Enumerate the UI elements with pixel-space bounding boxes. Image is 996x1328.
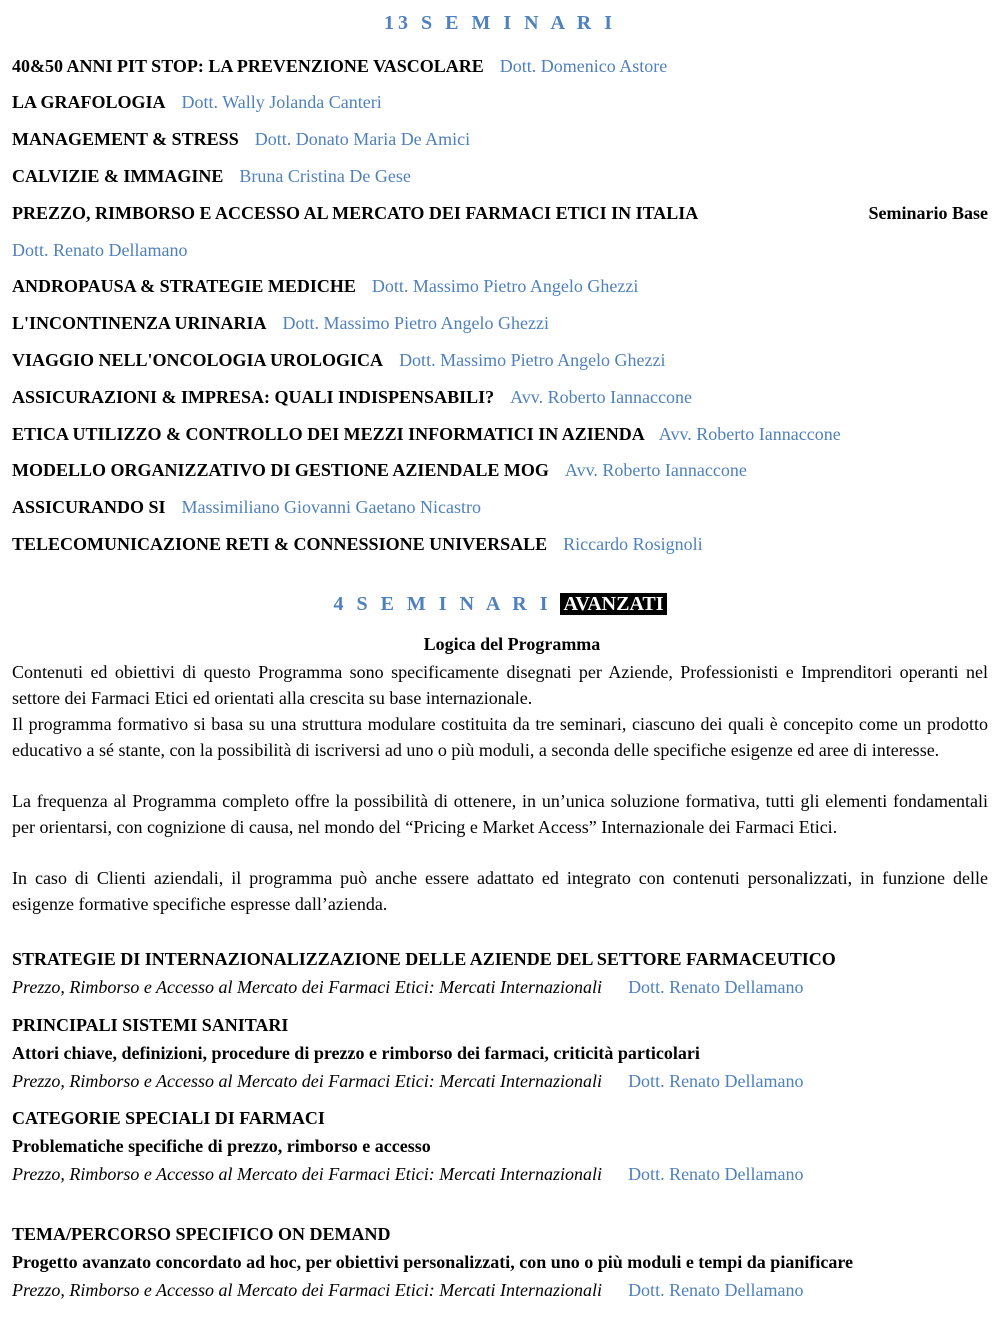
section-title-seminari: 13 S E M I N A R I — [383, 12, 617, 34]
module-heading: CATEGORIE SPECIALI DI FARMACI — [12, 1108, 325, 1128]
logic-title: Logica del Programma — [423, 634, 601, 654]
module-subtitle: Attori chiave, definizioni, procedure di prezzo e rimborso dei farmaci, criticità particolari — [12, 1043, 700, 1063]
module-subtitle: Progetto avanzato concordato ad hoc, per obiettivi personalizzati, con uno o più moduli e tempi da pianificare — [12, 1252, 853, 1272]
seminar-author: Dott. Massimo Pietro Angelo Ghezzi — [399, 350, 666, 370]
seminar-row — [12, 54, 988, 78]
seminar-title: ETICA UTILIZZO & CONTROLLO DEI MEZZI INFORMATICI IN AZIENDA — [12, 424, 645, 444]
seminar-row — [12, 532, 988, 556]
section-title-avanzati — [12, 593, 988, 616]
seminar-row — [12, 164, 988, 188]
module-heading: STRATEGIE DI INTERNAZIONALIZZAZIONE DELLE AZIENDE DEL SETTORE FARMACEUTICO — [12, 949, 836, 969]
seminar-title: 40&50 ANNI PIT STOP: LA PREVENZIONE VASCOLARE — [12, 56, 484, 76]
seminar-title: ASSICURAZIONI & IMPRESA: QUALI INDISPENSABILI? — [12, 387, 495, 407]
module-course: Prezzo, Rimborso e Accesso al Mercato dei Farmaci Etici: Mercati Internazionali — [12, 1164, 603, 1184]
avanzati-badge: AVANZATI — [560, 593, 666, 615]
advanced-module — [12, 1104, 988, 1188]
seminar-row — [12, 127, 988, 151]
seminar-title: LA GRAFOLOGIA — [12, 92, 166, 112]
seminar-row — [12, 422, 988, 446]
seminar-title: TELECOMUNICAZIONE RETI & CONNESSIONE UNIVERSALE — [12, 534, 548, 554]
seminar-author: Massimiliano Giovanni Gaetano Nicastro — [181, 497, 481, 517]
seminar-author: Dott. Wally Jolanda Canteri — [181, 92, 382, 112]
seminar-author: Dott. Donato Maria De Amici — [254, 129, 471, 149]
seminar-row — [12, 495, 988, 519]
paragraph: La frequenza al Programma completo offre la possibilità di ottenere, in un’unica soluzione formativa, tutti gli elementi fondamentali per orientarsi, con cognizione di causa, nel mondo del “Pricing e Market Access” Internazionale dei Farmaci Etici. — [12, 791, 988, 837]
seminar-author: Avv. Roberto Iannaccone — [564, 460, 747, 480]
module-author: Dott. Renato Dellamano — [628, 1280, 804, 1300]
module-author: Dott. Renato Dellamano — [628, 1071, 804, 1091]
seminar-author: Dott. Renato Dellamano — [12, 240, 188, 260]
module-heading: PRINCIPALI SISTEMI SANITARI — [12, 1015, 289, 1035]
module-heading: TEMA/PERCORSO SPECIFICO ON DEMAND — [12, 1224, 391, 1244]
seminar-author: Avv. Roberto Iannaccone — [510, 387, 693, 407]
seminar-row — [12, 311, 988, 335]
paragraph: Il programma formativo si basa su una struttura modulare costituita da tre seminari, ciascuno dei quali è concepito come un prodotto educativo a sé stante, con la possibilità di iscriversi ad uno o più moduli, a seconda delle specifiche esigenze ed aree di interesse. — [12, 714, 988, 760]
seminar-title: MANAGEMENT & STRESS — [12, 129, 239, 149]
advanced-module — [12, 1011, 988, 1095]
module-author: Dott. Renato Dellamano — [628, 977, 804, 997]
seminar-level-tag: Seminario Base — [868, 203, 988, 223]
module-course: Prezzo, Rimborso e Accesso al Mercato dei Farmaci Etici: Mercati Internazionali — [12, 977, 603, 997]
module-subtitle: Problematiche specifiche di prezzo, rimborso e accesso — [12, 1136, 431, 1156]
paragraph: In caso di Clienti aziendali, il programma può anche essere adattato ed integrato con contenuti personalizzati, in funzione delle esigenze formative specifiche espresse dall’azienda. — [12, 868, 988, 914]
seminar-title: ANDROPAUSA & STRATEGIE MEDICHE — [12, 276, 356, 296]
seminar-row — [12, 201, 988, 225]
seminar-title: MODELLO ORGANIZZATIVO DI GESTIONE AZIENDALE MOG — [12, 460, 549, 480]
seminar-author: Dott. Massimo Pietro Angelo Ghezzi — [371, 276, 639, 296]
advanced-module — [12, 1220, 988, 1304]
seminar-title: ASSICURANDO SI — [12, 497, 166, 517]
seminar-row — [12, 385, 988, 409]
seminar-author: Dott. Massimo Pietro Angelo Ghezzi — [282, 313, 550, 333]
seminar-author: Avv. Roberto Iannaccone — [658, 424, 841, 444]
seminar-author: Riccardo Rosignoli — [563, 534, 703, 554]
seminar-author: Bruna Cristina De Gese — [239, 166, 411, 186]
module-course: Prezzo, Rimborso e Accesso al Mercato dei Farmaci Etici: Mercati Internazionali — [12, 1071, 603, 1091]
seminar-title: CALVIZIE & IMMAGINE — [12, 166, 224, 186]
seminar-row — [12, 458, 988, 482]
seminar-row — [12, 90, 988, 114]
seminar-author: Dott. Domenico Astore — [499, 56, 668, 76]
advanced-module — [12, 945, 988, 1001]
seminar-row — [12, 348, 988, 372]
seminar-title: PREZZO, RIMBORSO E ACCESSO AL MERCATO DEI FARMACI ETICI IN ITALIA — [12, 203, 699, 223]
seminar-title: VIAGGIO NELL'ONCOLOGIA UROLOGICA — [12, 350, 384, 370]
seminar-row — [12, 274, 988, 298]
section-title-prefix: 4 S E M I N A R I — [333, 593, 552, 615]
module-author: Dott. Renato Dellamano — [628, 1164, 804, 1184]
module-course: Prezzo, Rimborso e Accesso al Mercato dei Farmaci Etici: Mercati Internazionali — [12, 1280, 603, 1300]
seminar-title: L'INCONTINENZA URINARIA — [12, 313, 267, 333]
paragraph: Contenuti ed obiettivi di questo Programma sono specificamente disegnati per Aziende, Professionisti e Imprenditori operanti nel settore dei Farmaci Etici ed orientati alla crescita su base internazionale. — [12, 662, 988, 708]
seminar-author-line — [12, 238, 988, 262]
